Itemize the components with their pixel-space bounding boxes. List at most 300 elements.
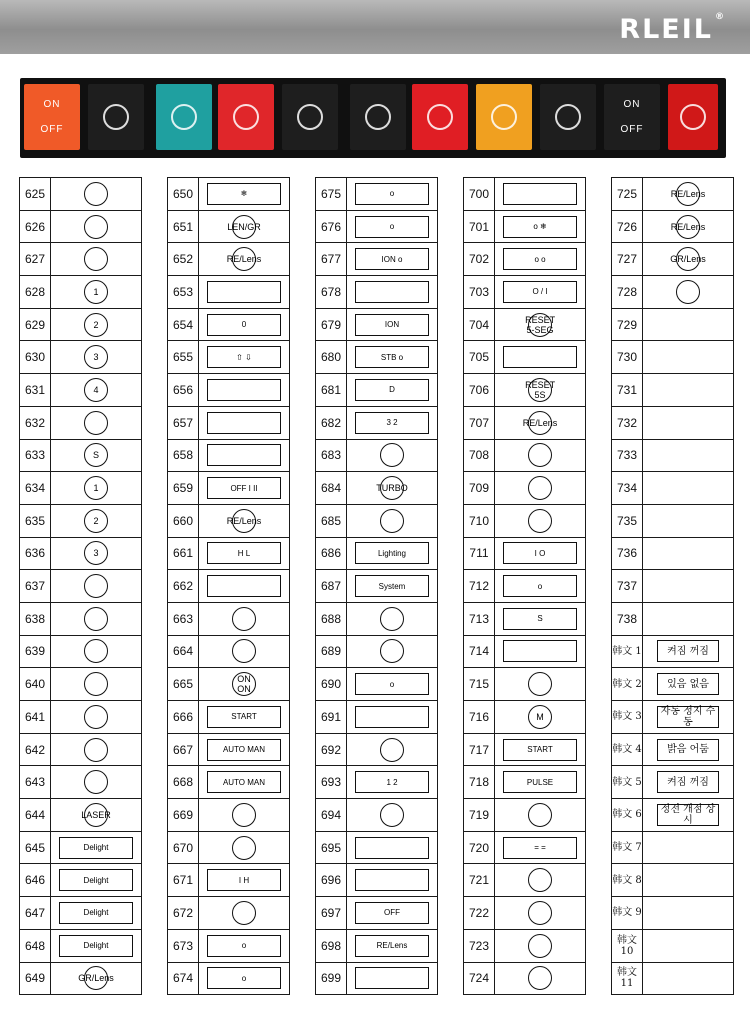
symbol-number: 665 — [168, 668, 199, 701]
symbol-cell — [51, 929, 142, 962]
rocker-symbol-icon: START — [503, 739, 577, 761]
symbol-number: 703 — [464, 276, 495, 309]
symbol-cell — [495, 308, 586, 341]
rocker-symbol-icon: ⇧ ⇩ — [207, 346, 281, 368]
symbol-cell — [347, 864, 438, 897]
symbol-cell — [199, 799, 290, 832]
symbol-cell — [643, 406, 734, 439]
table-row — [316, 962, 438, 995]
symbol-cell — [643, 864, 734, 897]
symbol-cell — [495, 701, 586, 734]
round-symbol-icon — [528, 901, 552, 925]
symbol-number: 718 — [464, 766, 495, 799]
symbol-number: 646 — [20, 864, 51, 897]
table-row — [316, 374, 438, 407]
symbol-cell — [495, 406, 586, 439]
table-row — [316, 308, 438, 341]
table-row — [316, 635, 438, 668]
symbol-number: 671 — [168, 864, 199, 897]
symbol-number: 658 — [168, 439, 199, 472]
table-row — [316, 570, 438, 603]
table-row — [464, 701, 586, 734]
symbol-cell — [199, 668, 290, 701]
symbol-cell — [347, 374, 438, 407]
rocker-symbol-icon — [355, 837, 429, 859]
round-symbol-icon — [84, 182, 108, 206]
symbol-number: 724 — [464, 962, 495, 995]
symbol-cell — [347, 210, 438, 243]
table-row — [20, 733, 142, 766]
symbol-cell — [51, 602, 142, 635]
rocker-symbol-icon: o o — [503, 248, 577, 270]
symbol-cell — [643, 439, 734, 472]
symbol-number: 680 — [316, 341, 347, 374]
rocker-symbol-icon: S — [503, 608, 577, 630]
symbol-table — [19, 177, 142, 995]
table-row — [20, 799, 142, 832]
table-row — [464, 864, 586, 897]
symbol-number: 687 — [316, 570, 347, 603]
symbol-cell — [51, 864, 142, 897]
round-symbol-icon — [84, 738, 108, 762]
table-row — [20, 308, 142, 341]
symbol-number: 731 — [612, 374, 643, 407]
rocker-symbol-icon — [503, 346, 577, 368]
rocker-symbol-icon: I H — [207, 869, 281, 891]
symbol-number: 694 — [316, 799, 347, 832]
symbol-number: 674 — [168, 962, 199, 995]
symbol-number: 686 — [316, 537, 347, 570]
table-row — [464, 929, 586, 962]
table-row — [316, 799, 438, 832]
symbol-cell — [51, 308, 142, 341]
symbol-cell — [495, 635, 586, 668]
rocker-symbol-icon — [207, 379, 281, 401]
table-row — [20, 276, 142, 309]
panel-switch[interactable] — [540, 84, 596, 150]
round-symbol-icon: 1 — [84, 280, 108, 304]
rocker-symbol-icon: Lighting — [355, 542, 429, 564]
symbol-number: 725 — [612, 178, 643, 211]
symbol-number: 685 — [316, 504, 347, 537]
symbol-cell — [495, 766, 586, 799]
table-row — [20, 864, 142, 897]
symbol-cell — [347, 178, 438, 211]
symbol-cell — [199, 308, 290, 341]
table-row — [612, 701, 734, 734]
table-row — [612, 406, 734, 439]
table-row — [316, 210, 438, 243]
rocker-symbol-icon: I O — [503, 542, 577, 564]
round-symbol-icon: RE/Lens — [676, 215, 700, 239]
symbol-number: 632 — [20, 406, 51, 439]
round-symbol-icon — [528, 443, 552, 467]
symbol-cell — [347, 635, 438, 668]
symbol-number: 675 — [316, 178, 347, 211]
symbol-number: 727 — [612, 243, 643, 276]
symbol-cell — [347, 537, 438, 570]
table-row — [464, 276, 586, 309]
rocker-symbol-icon: ION o — [355, 248, 429, 270]
symbol-number: 628 — [20, 276, 51, 309]
panel-switch[interactable] — [412, 84, 468, 150]
symbol-number: 660 — [168, 504, 199, 537]
round-symbol-icon: M — [528, 705, 552, 729]
symbol-cell — [495, 439, 586, 472]
symbol-number: 630 — [20, 341, 51, 374]
rocker-symbol-icon — [207, 575, 281, 597]
panel-switch[interactable] — [604, 84, 660, 150]
round-symbol-icon: S — [84, 443, 108, 467]
table-row — [612, 831, 734, 864]
table-row — [612, 537, 734, 570]
symbol-number: 韩文 8 — [612, 864, 643, 897]
symbol-number: 682 — [316, 406, 347, 439]
symbol-number: 729 — [612, 308, 643, 341]
table-row — [464, 799, 586, 832]
symbol-number: 672 — [168, 897, 199, 930]
round-symbol-icon: TURBO — [380, 476, 404, 500]
symbol-cell — [51, 537, 142, 570]
symbol-cell — [643, 374, 734, 407]
table-row — [168, 243, 290, 276]
symbol-cell — [199, 897, 290, 930]
symbol-cell — [347, 341, 438, 374]
symbol-cell — [51, 374, 142, 407]
symbol-number: 736 — [612, 537, 643, 570]
symbol-number: 728 — [612, 276, 643, 309]
symbol-cell — [495, 504, 586, 537]
symbol-cell — [495, 243, 586, 276]
symbol-number: 637 — [20, 570, 51, 603]
symbol-cell — [199, 243, 290, 276]
table-row — [612, 210, 734, 243]
rocker-symbol-icon: Delight — [59, 869, 133, 891]
panel-switch[interactable] — [218, 84, 274, 150]
switch-off-label: OFF — [620, 124, 644, 135]
symbol-number: 韩文 3 — [612, 701, 643, 734]
symbol-number: 696 — [316, 864, 347, 897]
symbol-cell — [199, 929, 290, 962]
rocker-symbol-icon: = = — [503, 837, 577, 859]
table-row — [168, 733, 290, 766]
table-row — [168, 701, 290, 734]
symbol-cell — [643, 537, 734, 570]
symbol-cell — [643, 472, 734, 505]
panel-switch[interactable] — [24, 84, 80, 150]
korean-label: 있음 없음 — [657, 673, 719, 695]
table-row — [464, 243, 586, 276]
symbol-number: 663 — [168, 602, 199, 635]
round-symbol-icon: 2 — [84, 313, 108, 337]
table-row — [612, 602, 734, 635]
symbol-cell — [643, 635, 734, 668]
rocker-symbol-icon: 0 — [207, 314, 281, 336]
table-row — [316, 276, 438, 309]
symbol-cell — [347, 472, 438, 505]
round-symbol-icon: RE/Lens — [528, 411, 552, 435]
rocker-symbol-icon: o — [503, 575, 577, 597]
table-row — [168, 341, 290, 374]
symbol-number: 708 — [464, 439, 495, 472]
symbol-cell — [347, 602, 438, 635]
round-symbol-icon: 3 — [84, 541, 108, 565]
table-row — [168, 602, 290, 635]
symbol-cell — [51, 439, 142, 472]
rocker-symbol-icon: RE/Lens — [355, 935, 429, 957]
table-row — [464, 504, 586, 537]
table-row — [464, 341, 586, 374]
symbol-number: 韩文 11 — [612, 962, 643, 995]
symbol-cell — [495, 897, 586, 930]
mini-rocker-icon — [680, 104, 706, 130]
symbol-cell — [199, 733, 290, 766]
symbol-number: 659 — [168, 472, 199, 505]
table-row — [168, 178, 290, 211]
symbol-cell — [51, 831, 142, 864]
korean-label: 자동 정지 수동 — [657, 706, 719, 728]
table-row — [464, 602, 586, 635]
round-symbol-icon: LEN/GR — [232, 215, 256, 239]
table-row — [316, 766, 438, 799]
symbol-number: 719 — [464, 799, 495, 832]
symbol-number: 737 — [612, 570, 643, 603]
symbol-number: 654 — [168, 308, 199, 341]
symbol-number: 678 — [316, 276, 347, 309]
symbol-cell — [199, 602, 290, 635]
table-row — [612, 341, 734, 374]
symbol-cell — [51, 766, 142, 799]
rocker-symbol-icon — [503, 640, 577, 662]
table-row — [316, 733, 438, 766]
rocker-symbol-icon — [207, 444, 281, 466]
symbol-number: 701 — [464, 210, 495, 243]
table-row — [168, 864, 290, 897]
rocker-symbol-icon — [355, 967, 429, 989]
symbol-cell — [199, 374, 290, 407]
rocker-symbol-icon — [503, 183, 577, 205]
symbol-number: 697 — [316, 897, 347, 930]
table-row — [20, 243, 142, 276]
round-symbol-icon — [84, 770, 108, 794]
table-row — [168, 472, 290, 505]
symbol-cell — [51, 472, 142, 505]
round-symbol-icon — [232, 639, 256, 663]
table-row — [168, 504, 290, 537]
table-row — [612, 897, 734, 930]
round-symbol-icon — [84, 215, 108, 239]
symbol-number: 738 — [612, 602, 643, 635]
round-symbol-icon — [380, 803, 404, 827]
table-row — [464, 178, 586, 211]
symbol-cell — [51, 897, 142, 930]
symbol-cell — [347, 831, 438, 864]
round-symbol-icon: 4 — [84, 378, 108, 402]
symbol-number: 656 — [168, 374, 199, 407]
symbol-cell — [347, 897, 438, 930]
panel-switch[interactable] — [156, 84, 212, 150]
round-symbol-icon — [84, 247, 108, 271]
switch-on-label: ON — [623, 99, 641, 110]
symbol-cell — [643, 733, 734, 766]
symbol-number: 韩文 5 — [612, 766, 643, 799]
table-row — [612, 962, 734, 995]
symbol-cell — [643, 701, 734, 734]
table-row — [20, 602, 142, 635]
symbol-number: 714 — [464, 635, 495, 668]
symbol-cell — [347, 929, 438, 962]
rocker-symbol-icon — [207, 412, 281, 434]
symbol-number: 韩文 7 — [612, 831, 643, 864]
symbol-number: 716 — [464, 701, 495, 734]
symbol-cell — [347, 668, 438, 701]
symbol-number: 705 — [464, 341, 495, 374]
symbol-number: 650 — [168, 178, 199, 211]
round-symbol-icon — [232, 901, 256, 925]
rocker-symbol-icon: PULSE — [503, 771, 577, 793]
rocker-symbol-icon: AUTO MAN — [207, 739, 281, 761]
switch-off-label: OFF — [40, 124, 64, 135]
symbol-cell — [347, 799, 438, 832]
round-symbol-icon — [528, 803, 552, 827]
rocker-symbol-icon — [355, 281, 429, 303]
symbol-number: 664 — [168, 635, 199, 668]
symbol-number: 655 — [168, 341, 199, 374]
rocker-symbol-icon: ION — [355, 314, 429, 336]
symbol-cell — [643, 341, 734, 374]
symbol-number: 627 — [20, 243, 51, 276]
rocker-symbol-icon: OFF I II — [207, 477, 281, 499]
symbol-cell — [495, 472, 586, 505]
symbol-cell — [347, 406, 438, 439]
symbol-number: 689 — [316, 635, 347, 668]
rocker-symbol-icon: o — [355, 216, 429, 238]
round-symbol-icon — [380, 607, 404, 631]
table-row — [20, 537, 142, 570]
round-symbol-icon — [232, 803, 256, 827]
table-row — [316, 602, 438, 635]
table-row — [464, 831, 586, 864]
table-row — [20, 929, 142, 962]
table-row — [316, 406, 438, 439]
symbol-number: 709 — [464, 472, 495, 505]
table-row — [20, 766, 142, 799]
symbol-cell — [495, 570, 586, 603]
symbol-cell — [51, 243, 142, 276]
table-row — [20, 831, 142, 864]
symbol-number: 652 — [168, 243, 199, 276]
panel-switch[interactable] — [668, 84, 718, 150]
symbol-number: 690 — [316, 668, 347, 701]
symbol-cell — [643, 276, 734, 309]
round-symbol-icon — [84, 411, 108, 435]
round-symbol-icon — [528, 672, 552, 696]
symbol-number: 635 — [20, 504, 51, 537]
table-row — [20, 406, 142, 439]
symbol-number: 651 — [168, 210, 199, 243]
symbol-number: 699 — [316, 962, 347, 995]
switch-panel — [20, 78, 726, 158]
symbol-number: 684 — [316, 472, 347, 505]
table-row — [168, 799, 290, 832]
symbol-cell — [199, 635, 290, 668]
round-symbol-icon: ON ON — [232, 672, 256, 696]
table-row — [168, 537, 290, 570]
table-row — [20, 701, 142, 734]
rocker-symbol-icon: D — [355, 379, 429, 401]
symbol-number: 706 — [464, 374, 495, 407]
symbol-number: 640 — [20, 668, 51, 701]
symbol-number: 669 — [168, 799, 199, 832]
symbol-cell — [199, 831, 290, 864]
panel-switch[interactable] — [88, 84, 144, 150]
rocker-symbol-icon: Delight — [59, 935, 133, 957]
table-row — [464, 406, 586, 439]
symbol-number: 693 — [316, 766, 347, 799]
round-symbol-icon: 1 — [84, 476, 108, 500]
rocker-symbol-icon: System — [355, 575, 429, 597]
rocker-symbol-icon: o ❄ — [503, 216, 577, 238]
symbol-cell — [643, 962, 734, 995]
table-row — [20, 504, 142, 537]
panel-switch[interactable] — [476, 84, 532, 150]
table-row — [316, 668, 438, 701]
round-symbol-icon — [380, 738, 404, 762]
updown-arrow-icon — [297, 104, 323, 130]
table-row — [612, 439, 734, 472]
table-row — [464, 472, 586, 505]
brand-logo: RLEIL ® — [619, 12, 726, 45]
symbol-cell — [643, 308, 734, 341]
symbol-number: 644 — [20, 799, 51, 832]
rocker-symbol-icon: H L — [207, 542, 281, 564]
table-row — [464, 766, 586, 799]
table-row — [168, 766, 290, 799]
symbol-number: 717 — [464, 733, 495, 766]
symbol-number: 702 — [464, 243, 495, 276]
symbol-cell — [643, 831, 734, 864]
symbol-cell — [495, 864, 586, 897]
symbol-number: 韩文 1 — [612, 635, 643, 668]
round-symbol-icon: RESET 5S — [525, 379, 556, 400]
table-row — [612, 799, 734, 832]
table-row — [612, 472, 734, 505]
symbol-number: 677 — [316, 243, 347, 276]
table-row — [464, 308, 586, 341]
round-symbol-icon — [84, 672, 108, 696]
symbol-number: 645 — [20, 831, 51, 864]
table-row — [168, 570, 290, 603]
symbol-cell — [643, 210, 734, 243]
symbol-cell — [495, 602, 586, 635]
symbol-number: 722 — [464, 897, 495, 930]
symbol-number: 653 — [168, 276, 199, 309]
symbol-number: 723 — [464, 929, 495, 962]
symbol-cell — [495, 374, 586, 407]
symbol-number: 707 — [464, 406, 495, 439]
table-row — [612, 374, 734, 407]
table-row — [168, 276, 290, 309]
symbol-number: 657 — [168, 406, 199, 439]
symbol-number: 625 — [20, 178, 51, 211]
panel-switch[interactable] — [350, 84, 406, 150]
panel-switch[interactable] — [282, 84, 338, 150]
symbol-cell — [495, 341, 586, 374]
symbol-cell — [199, 504, 290, 537]
symbol-cell — [347, 570, 438, 603]
symbol-number: 676 — [316, 210, 347, 243]
symbol-cell — [347, 962, 438, 995]
